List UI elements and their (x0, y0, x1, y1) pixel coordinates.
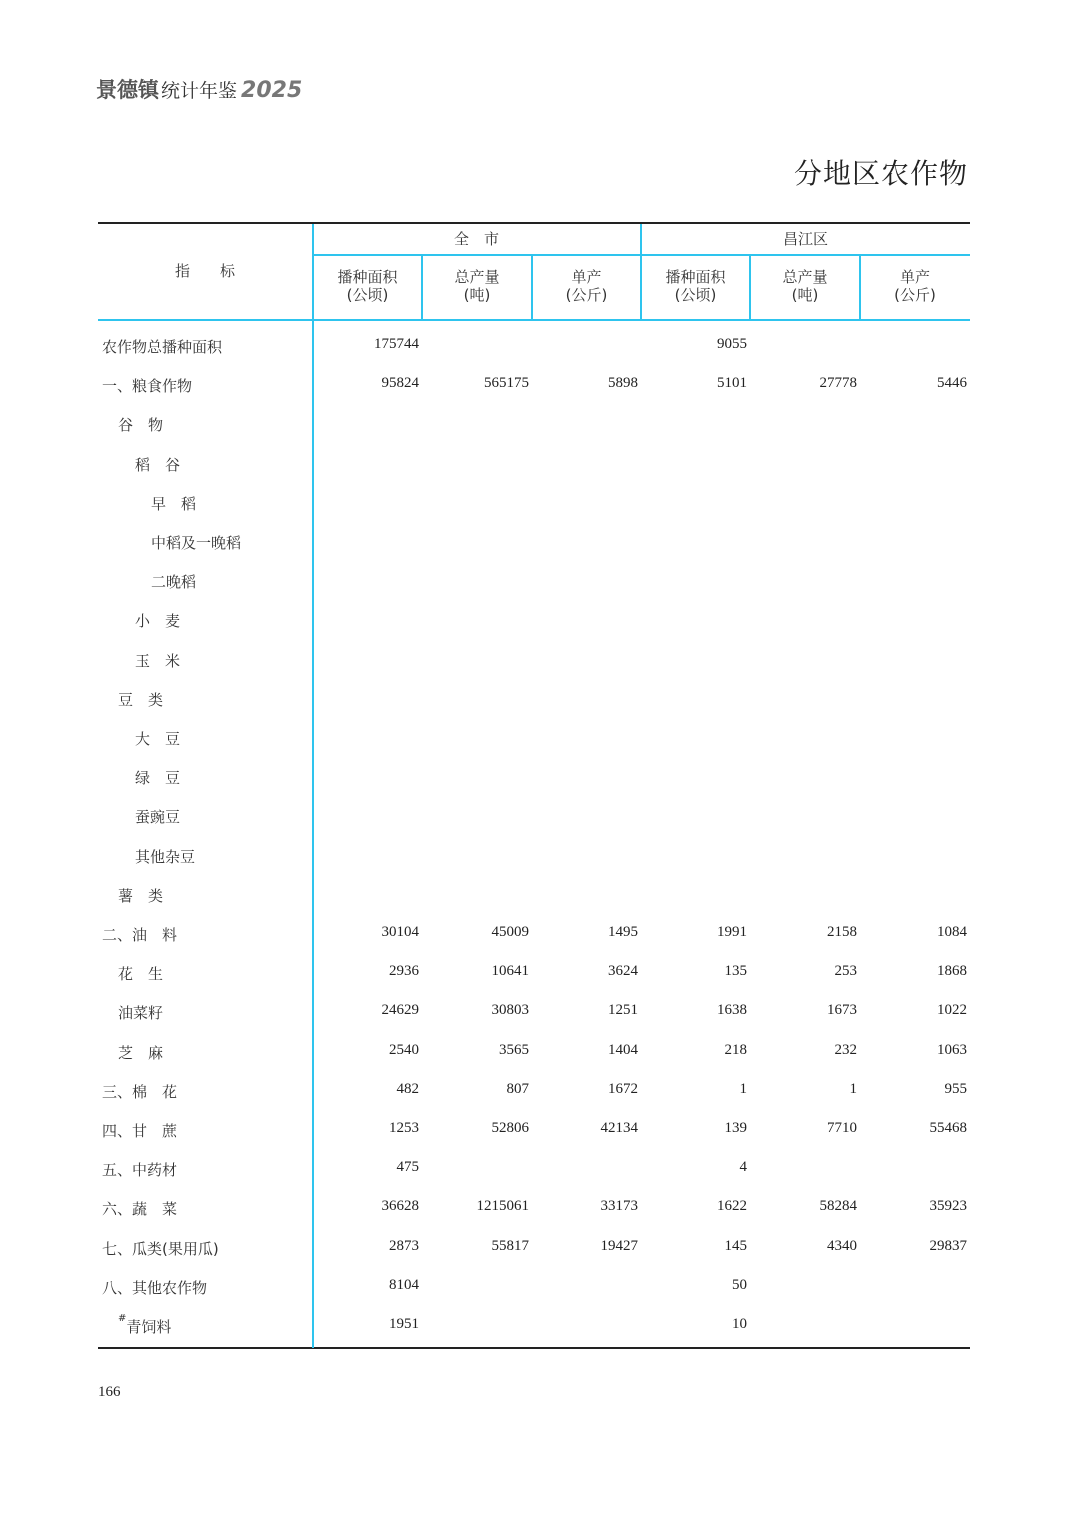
row-label (118, 1002, 163, 1023)
cell-value: 1063 (937, 1041, 967, 1058)
cell-value: 1951 (389, 1316, 419, 1332)
cell-value: 3565 (499, 1041, 529, 1058)
table-row (98, 689, 970, 709)
table-row (98, 846, 970, 866)
row-label (151, 493, 196, 514)
cell-value: 1673 (827, 1002, 857, 1019)
row-label (135, 806, 180, 827)
cell-value: 482 (396, 1080, 419, 1097)
cell-value: 1622 (717, 1198, 747, 1215)
cell-value: 19427 (600, 1237, 638, 1254)
cell-value: 5101 (717, 375, 747, 392)
row-label-text: 豆 类 (118, 690, 164, 709)
row-label-text: 小 麦 (135, 612, 181, 631)
cell-value: 30803 (491, 1002, 529, 1019)
cell-value: 139 (724, 1120, 747, 1136)
row-label-text: 四、甘 蔗 (102, 1122, 178, 1140)
table-row (98, 532, 970, 552)
cell-value: 95824 (381, 375, 419, 392)
cell-value: 2540 (389, 1041, 419, 1058)
row-label (102, 924, 177, 945)
row-label (118, 1042, 163, 1063)
row-label-text: 早 稻 (151, 494, 197, 513)
cell-value: 10641 (491, 963, 529, 980)
cell-value: 36628 (381, 1198, 419, 1215)
table-row (98, 493, 970, 513)
table-row (98, 1198, 970, 1218)
row-label-text: 油菜籽 (118, 1004, 164, 1023)
cell-value: 1495 (608, 924, 638, 940)
row-label (135, 767, 180, 788)
row-label-text: 五、中药材 (102, 1161, 178, 1180)
page-number: 166 (98, 1384, 121, 1400)
column-header-line2: (吨) (791, 286, 819, 304)
table-row (98, 375, 970, 395)
cell-value: 5898 (608, 375, 638, 392)
book-place: 景德镇 (96, 78, 159, 102)
cell-value: 9055 (717, 336, 747, 352)
row-label-text: 芝 麻 (118, 1043, 164, 1062)
column-header-line1: 播种面积 (665, 268, 726, 286)
cell-value: 4 (739, 1159, 747, 1176)
row-label-text: 青饲料 (126, 1318, 172, 1336)
column-header-line2: (公斤) (565, 286, 608, 304)
cell-value: 1215061 (476, 1198, 529, 1215)
cell-value: 3624 (608, 963, 638, 980)
cell-value: 807 (506, 1080, 529, 1097)
cell-value: 145 (724, 1237, 747, 1254)
row-label (118, 1313, 172, 1337)
row-label (135, 846, 195, 867)
table-row (98, 1042, 970, 1062)
cell-value: 1404 (608, 1041, 638, 1058)
column-header (422, 268, 532, 304)
cell-value: 232 (834, 1041, 857, 1058)
row-label-text: 蚕豌豆 (135, 808, 181, 827)
header-bottom-rule (98, 319, 970, 321)
cell-value: 175744 (374, 336, 419, 352)
cell-value: 24629 (381, 1002, 419, 1019)
cell-value: 1868 (937, 963, 967, 980)
cell-value: 4340 (827, 1237, 857, 1254)
cell-value: 1022 (937, 1002, 967, 1019)
row-label (102, 1238, 219, 1259)
row-label-text: 绿 豆 (135, 769, 181, 788)
row-label (102, 1120, 177, 1141)
cell-value: 10 (732, 1316, 747, 1332)
row-label-text: 七、瓜类(果用瓜) (102, 1239, 219, 1258)
table-row (98, 336, 970, 356)
column-header-line1: 播种面积 (337, 268, 398, 286)
column-header (641, 268, 750, 304)
row-label (102, 1081, 177, 1102)
column-header-line2: (公斤) (894, 286, 936, 304)
table-top-rule (98, 222, 970, 224)
table-row (98, 728, 970, 748)
table-bottom-rule (98, 1347, 970, 1349)
row-label (102, 1159, 177, 1180)
book-year: 2025 (241, 78, 303, 103)
row-label (135, 610, 180, 631)
row-label-text: 三、棉 花 (102, 1082, 178, 1101)
cell-value: 55817 (491, 1237, 529, 1254)
table-row (98, 1081, 970, 1101)
table-row (98, 767, 970, 787)
row-label (102, 336, 222, 357)
column-header (750, 268, 860, 304)
row-label-text: 二、油 料 (102, 926, 178, 944)
group-header-city: 全 市 (453, 230, 499, 248)
row-label (102, 1277, 207, 1298)
table-row (98, 1313, 970, 1336)
book-header (96, 74, 302, 104)
cell-value: 50 (732, 1276, 747, 1293)
row-label (151, 532, 241, 553)
row-label-text: 二晚稻 (151, 573, 197, 592)
cell-value: 27778 (819, 375, 857, 392)
row-label-text: 八、其他农作物 (102, 1278, 208, 1297)
table-row (98, 650, 970, 670)
row-label-text: 其他杂豆 (135, 847, 196, 866)
column-header-line2: (公顷) (674, 286, 717, 304)
row-label-text: 农作物总播种面积 (102, 338, 223, 356)
cell-value: 42134 (600, 1120, 638, 1136)
cell-value: 33173 (600, 1198, 638, 1215)
cell-value: 135 (724, 963, 747, 980)
indicator-header: 指 标 (174, 262, 235, 280)
row-label-text: 薯 类 (118, 886, 164, 905)
cell-value: 1084 (937, 924, 967, 940)
cell-value: 2873 (389, 1237, 419, 1254)
cell-value: 1672 (608, 1080, 638, 1097)
column-header-line1: 总产量 (782, 268, 828, 286)
cell-value: 1991 (717, 924, 747, 940)
table-row (98, 1002, 970, 1022)
table-row (98, 924, 970, 944)
cell-value: 45009 (491, 924, 529, 940)
row-label (151, 571, 196, 592)
row-label (118, 885, 163, 906)
table-row (98, 806, 970, 826)
row-label-text: 稻 谷 (135, 455, 181, 474)
cell-value: 2936 (389, 963, 419, 980)
cell-value: 1 (849, 1080, 857, 1097)
column-header (860, 268, 970, 304)
book-name: 统计年鉴 (161, 80, 238, 102)
row-label (135, 650, 180, 671)
row-label (135, 454, 180, 475)
row-label-text: 玉 米 (135, 651, 181, 670)
cell-value: 8104 (389, 1276, 419, 1293)
cell-value: 253 (834, 963, 857, 980)
row-label-text: 一、粮食作物 (102, 377, 193, 396)
group-header-changjiang: 昌江区 (782, 230, 828, 248)
page-title: 分地区农作物 (793, 157, 968, 190)
table-row (98, 1238, 970, 1258)
cell-value: 955 (944, 1080, 967, 1097)
table-row (98, 963, 970, 983)
cell-value: 29837 (929, 1237, 967, 1254)
table-row (98, 610, 970, 630)
cell-value: 35923 (929, 1198, 967, 1215)
row-label (102, 375, 192, 396)
cell-value: 7710 (827, 1120, 857, 1136)
table-row (98, 1277, 970, 1297)
row-label-text: 谷 物 (118, 416, 164, 435)
row-label-text: 大 豆 (135, 730, 181, 748)
table-row (98, 885, 970, 905)
table-row (98, 1120, 970, 1140)
column-header-line1: 单产 (899, 268, 930, 286)
table-row (98, 571, 970, 591)
cell-value: 565175 (484, 375, 529, 392)
cell-value: 52806 (491, 1120, 529, 1136)
cell-value: 58284 (819, 1198, 857, 1215)
row-label (118, 963, 163, 984)
row-label (135, 728, 180, 749)
table-row (98, 1159, 970, 1179)
row-label-marker: # (118, 1313, 127, 1324)
cell-value: 30104 (381, 924, 419, 940)
row-label (118, 689, 163, 710)
row-label-text: 花 生 (118, 965, 164, 984)
cell-value: 475 (396, 1159, 419, 1176)
row-label (118, 414, 163, 435)
table-row (98, 454, 970, 474)
cell-value: 1251 (608, 1002, 638, 1019)
row-label-text: 中稻及一晚稻 (151, 534, 242, 552)
column-header-line2: (公顷) (346, 286, 389, 304)
cell-value: 5446 (937, 375, 967, 392)
row-label-text: 六、蔬 菜 (102, 1200, 178, 1219)
column-header (532, 268, 641, 304)
column-header (313, 268, 422, 304)
cell-value: 1 (739, 1080, 747, 1097)
table-row (98, 414, 970, 434)
column-header-line2: (吨) (463, 286, 491, 304)
cell-value: 1638 (717, 1002, 747, 1019)
cell-value: 2158 (827, 924, 857, 940)
column-header-line1: 总产量 (454, 268, 500, 286)
cell-value: 218 (724, 1041, 747, 1058)
cell-value: 55468 (929, 1120, 967, 1136)
row-label (102, 1198, 177, 1219)
cell-value: 1253 (389, 1120, 419, 1136)
column-header-line1: 单产 (571, 268, 602, 286)
